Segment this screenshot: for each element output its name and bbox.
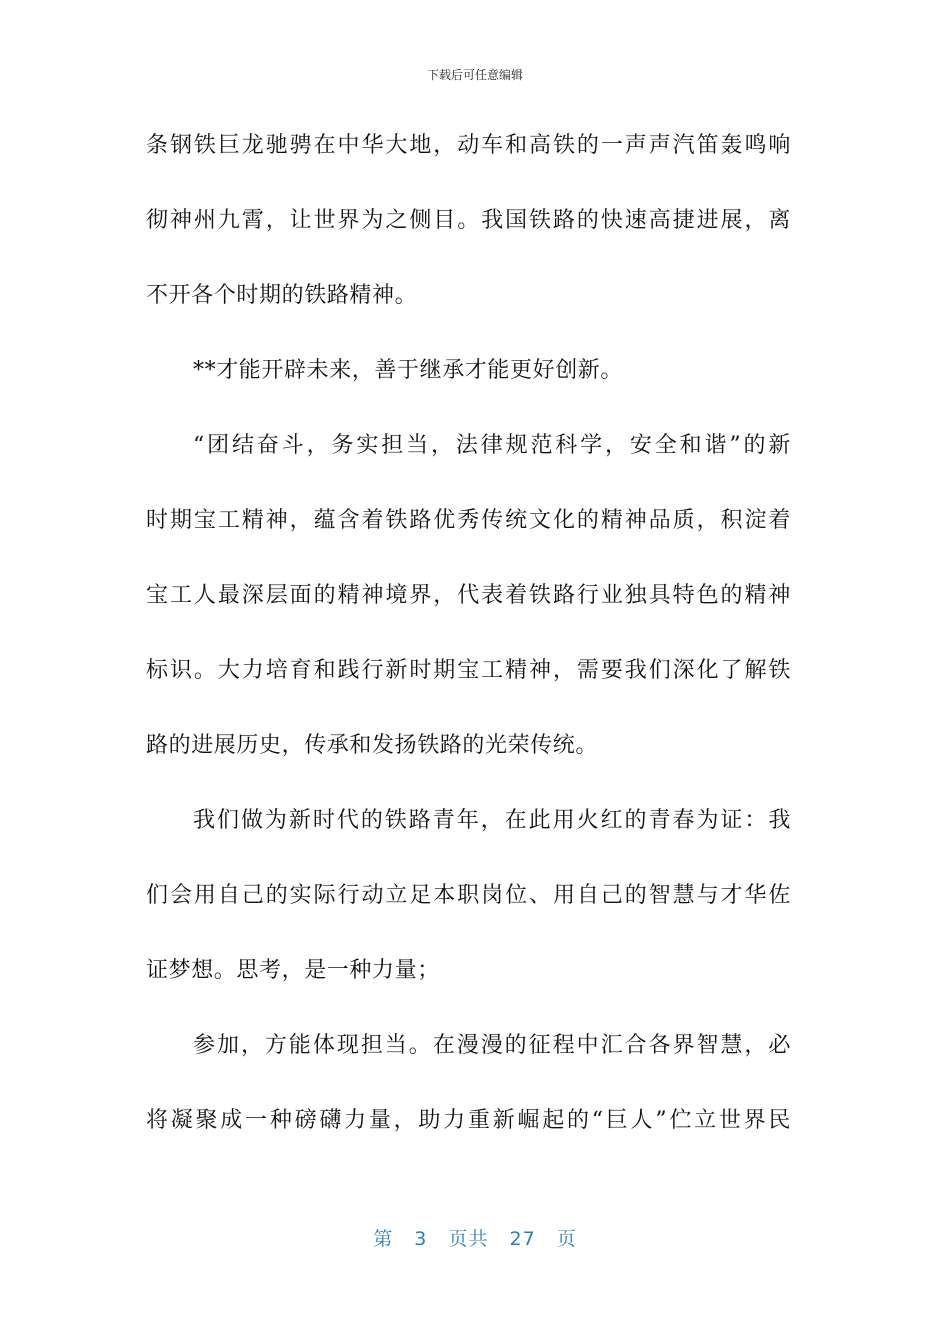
text-line: 我们做为新时代的铁路青年，在此用火红的青春为证：我 — [193, 808, 791, 833]
text-line: 证梦想。思考，是一种力量； — [146, 958, 440, 983]
footer-suffix: 页 — [556, 1228, 577, 1250]
text-line: 们会用自己的实际行动立足本职岗位、用自己的智慧与才华佐 — [146, 883, 791, 908]
total-page-count: 27 — [509, 1228, 536, 1250]
text-line: “团结奋斗，务实担当，法律规范科学，安全和谐”的新 — [193, 433, 791, 458]
text-line: 路的进展历史，传承和发扬铁路的光荣传统。 — [146, 733, 599, 758]
text-line: 标识。大力培育和践行新时期宝工精神，需要我们深化了解铁 — [146, 658, 791, 683]
text-line: 彻神州九霄，让世界为之侧目。我国铁路的快速高捷进展，离 — [146, 208, 791, 233]
text-line: 不开各个时期的铁路精神。 — [146, 283, 418, 308]
text-line: 条钢铁巨龙驰骋在中华大地，动车和高铁的一声声汽笛轰鸣响 — [146, 133, 791, 158]
current-page-number: 3 — [414, 1228, 428, 1250]
page-footer — [0, 1224, 950, 1251]
text-line: **才能开辟未来，善于继承才能更好创新。 — [193, 358, 624, 383]
document-body — [146, 118, 791, 1168]
text-line: 将凝聚成一种磅礴力量，助力重新崛起的“巨人”伫立世界民 — [146, 1108, 791, 1133]
text-line: 参加，方能体现担当。在漫漫的征程中汇合各界智慧，必 — [193, 1033, 791, 1058]
page-header: 下载后可任意编辑 — [426, 68, 523, 82]
text-line: 宝工人最深层面的精神境界，代表着铁路行业独具特色的精神 — [146, 583, 791, 608]
footer-prefix: 第 — [373, 1228, 394, 1250]
text-line: 时期宝工精神，蕴含着铁路优秀传统文化的精神品质，积淀着 — [146, 508, 791, 533]
footer-middle: 页共 — [448, 1228, 489, 1250]
